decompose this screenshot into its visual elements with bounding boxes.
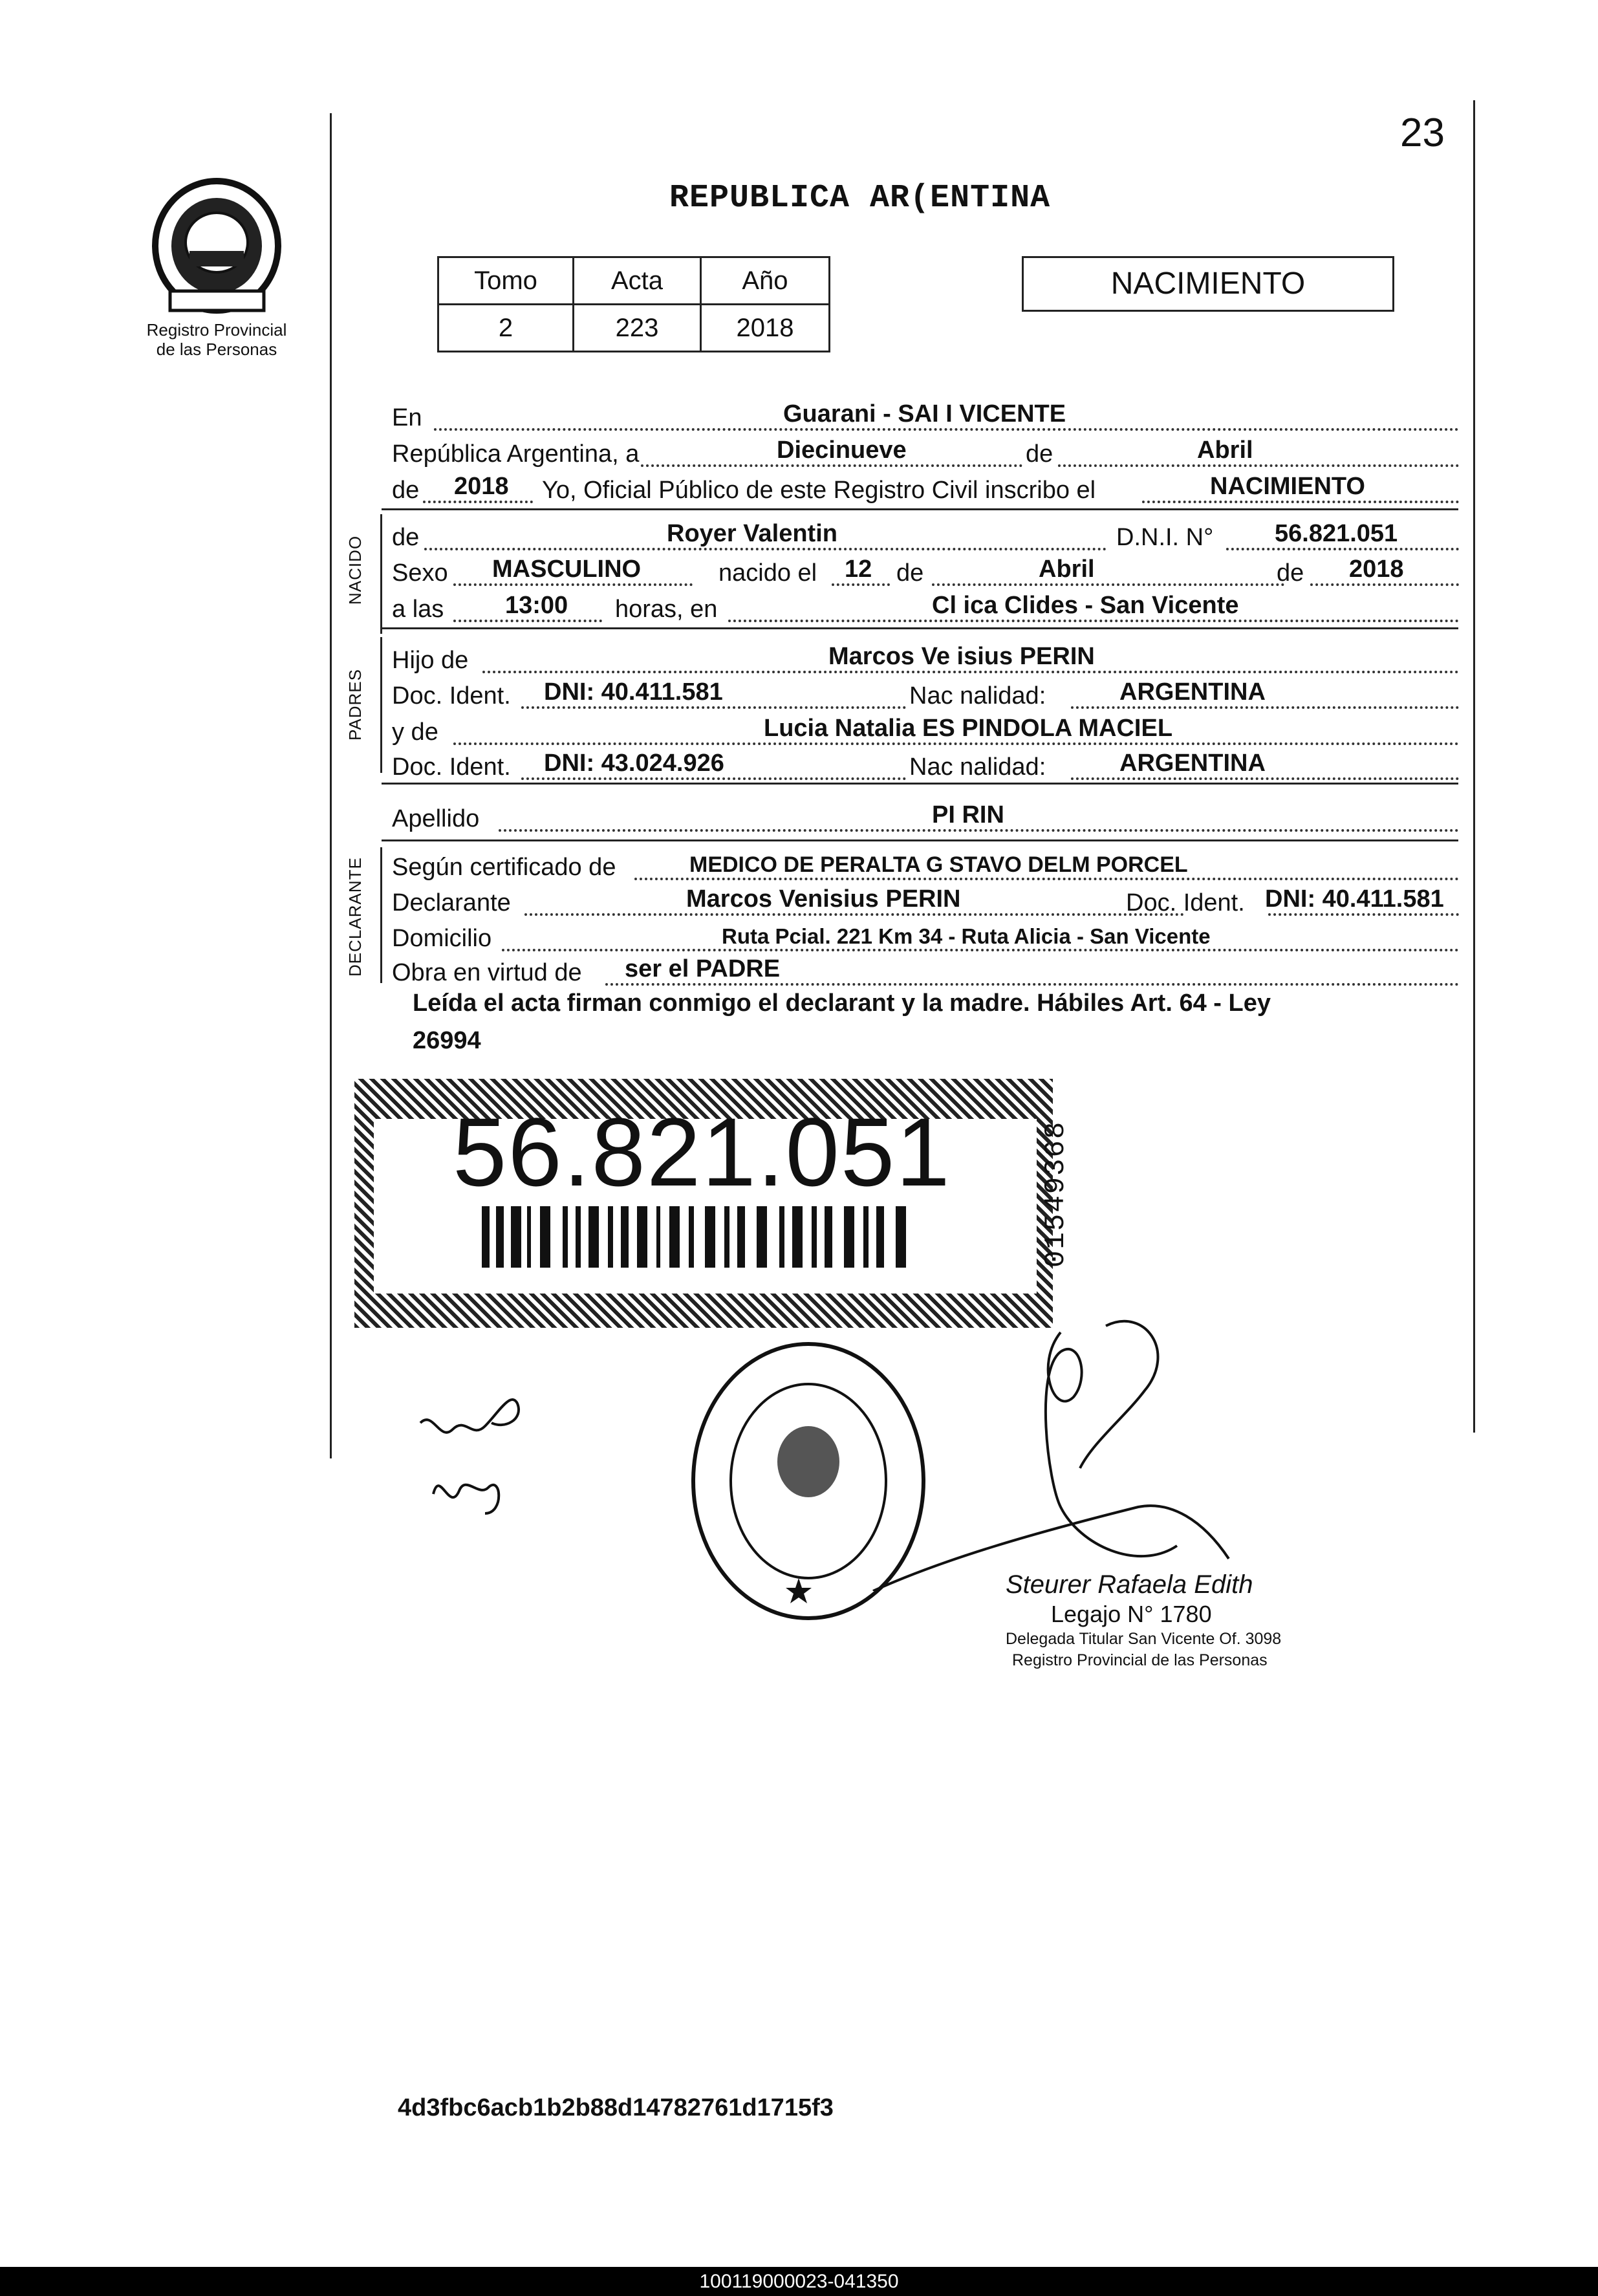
hora-label: a las bbox=[392, 596, 444, 623]
dom-value: Ruta Pcial. 221 Km 34 - Ruta Alicia - San Vicente bbox=[722, 924, 1211, 948]
nacido-de-label: de bbox=[392, 524, 420, 551]
cert-value: MEDICO DE PERALTA G STAVO DELM PORCEL bbox=[689, 852, 1188, 877]
sticker-barcode bbox=[482, 1206, 912, 1268]
birth-day: 12 bbox=[845, 556, 872, 583]
sexo-label: Sexo bbox=[392, 559, 448, 587]
row-nacido-nombre bbox=[392, 514, 1459, 554]
madre-doc: DNI: 43.024.926 bbox=[544, 750, 724, 777]
madre-name: Lucia Natalia ES PINDOLA MACIEL bbox=[764, 715, 1173, 742]
nacido-el-label: nacido el bbox=[718, 559, 817, 587]
obra-label: Obra en virtud de bbox=[392, 959, 582, 986]
issuer-line2: de las Personas bbox=[156, 340, 277, 359]
divider-1 bbox=[382, 508, 1458, 510]
hora-value: 13:00 bbox=[505, 592, 568, 619]
closing-line-1: Leída el acta firman conmigo el declarant y la madre. Hábiles Art. 64 - Ley bbox=[413, 990, 1271, 1017]
footer-bar bbox=[0, 2267, 1598, 2296]
page-number: 23 bbox=[1400, 111, 1445, 155]
sticker-number: 56.821.051 bbox=[453, 1098, 951, 1206]
issuer-line1: Registro Provincial bbox=[146, 320, 287, 340]
dni-label: D.N.I. N° bbox=[1116, 524, 1214, 551]
yde-label: y de bbox=[392, 719, 438, 746]
handwritten-initials bbox=[414, 1384, 543, 1533]
divider-3 bbox=[382, 783, 1458, 785]
acta-header: Acta bbox=[574, 257, 701, 305]
padre-name: Marcos Ve isius PERIN bbox=[828, 643, 1095, 670]
tomo-header: Tomo bbox=[438, 257, 574, 305]
left-margin-line bbox=[330, 113, 332, 1458]
official-legajo: Legajo N° 1780 bbox=[1051, 1601, 1212, 1627]
province-seal bbox=[147, 175, 286, 314]
padre-doc: DNI: 40.411.581 bbox=[544, 678, 723, 706]
day-words: Diecinueve bbox=[777, 437, 907, 464]
en-label: En bbox=[392, 404, 422, 431]
act-type-label: NACIMIENTO bbox=[1110, 266, 1306, 301]
year: 2018 bbox=[454, 473, 509, 500]
official-name: Steurer Rafaela Edith bbox=[1006, 1570, 1253, 1599]
right-margin-line bbox=[1473, 100, 1475, 1433]
row-en bbox=[392, 395, 1459, 435]
decl-doc-label: Doc. Ident. bbox=[1126, 889, 1245, 916]
row-nacido-sexo bbox=[392, 550, 1459, 590]
row-fecha bbox=[392, 431, 1459, 471]
acta-value: 223 bbox=[574, 305, 701, 352]
obra-value: ser el PADRE bbox=[625, 955, 781, 982]
madre-nac-label: Nac nalidad: bbox=[909, 753, 1046, 781]
birth-year: 2018 bbox=[1349, 556, 1404, 583]
row-cert bbox=[392, 844, 1459, 884]
decl-value: Marcos Venisius PERIN bbox=[686, 885, 961, 913]
madre-doc-label: Doc. Ident. bbox=[392, 753, 511, 781]
closing-line-2: 26994 bbox=[413, 1027, 481, 1054]
apellido-value: PI RIN bbox=[932, 801, 1004, 829]
row-padre-doc bbox=[392, 673, 1459, 713]
anio-value: 2018 bbox=[700, 305, 829, 352]
tomo-value: 2 bbox=[438, 305, 574, 352]
apellido-label: Apellido bbox=[392, 805, 480, 832]
decl-doc: DNI: 40.411.581 bbox=[1265, 885, 1444, 913]
de-label: de bbox=[1026, 440, 1053, 468]
madre-nac: ARGENTINA bbox=[1119, 750, 1266, 777]
registry-table bbox=[437, 256, 830, 352]
official-text: Yo, Oficial Público de este Registro Civil inscribo el bbox=[542, 477, 1096, 504]
padre-nac: ARGENTINA bbox=[1119, 678, 1266, 706]
document-hash: 4d3fbc6acb1b2b88d14782761d1715f3 bbox=[398, 2094, 834, 2121]
rep-label: República Argentina, a bbox=[392, 440, 640, 468]
de-label-3: de bbox=[1277, 559, 1304, 587]
nacido-side-label: NACIDO bbox=[345, 535, 365, 605]
cert-label: Según certificado de bbox=[392, 854, 616, 881]
divider-4 bbox=[382, 839, 1458, 841]
row-madre bbox=[392, 709, 1459, 749]
official-org: Registro Provincial de las Personas bbox=[1012, 1651, 1268, 1669]
padre-doc-label: Doc. Ident. bbox=[392, 682, 511, 709]
row-obra bbox=[392, 949, 1459, 990]
month: Abril bbox=[1197, 437, 1253, 464]
lugar: Cl ica Clides - San Vicente bbox=[932, 592, 1239, 619]
official-role: Delegada Titular San Vicente Of. 3098 bbox=[1006, 1630, 1282, 1648]
horas-en-label: horas, en bbox=[615, 596, 718, 623]
en-value: Guarani - SAI I VICENTE bbox=[783, 400, 1066, 428]
row-oficial bbox=[392, 467, 1459, 507]
sexo-value: MASCULINO bbox=[492, 556, 642, 583]
decl-label: Declarante bbox=[392, 889, 511, 916]
padres-side-label: PADRES bbox=[345, 669, 365, 741]
hijo-label: Hijo de bbox=[392, 647, 469, 674]
row-apellido bbox=[392, 796, 1459, 836]
row-nacido-hora bbox=[392, 586, 1459, 626]
de2-label: de bbox=[392, 477, 420, 504]
dom-label: Domicilio bbox=[392, 925, 492, 952]
padre-nac-label: Nac nalidad: bbox=[909, 682, 1046, 709]
inscribe-value: NACIMIENTO bbox=[1210, 473, 1365, 500]
anio-header: Año bbox=[700, 257, 829, 305]
declarante-side-label: DECLARANTE bbox=[345, 857, 365, 977]
birth-month: Abril bbox=[1039, 556, 1095, 583]
de-label-2: de bbox=[896, 559, 924, 587]
nacido-name: Royer Valentin bbox=[667, 520, 837, 547]
row-madre-doc bbox=[392, 744, 1459, 784]
divider-2 bbox=[382, 627, 1458, 629]
nacido-dni: 56.821.051 bbox=[1275, 520, 1398, 547]
sticker-serial: 01549368 bbox=[1040, 1120, 1072, 1268]
row-declarante bbox=[392, 880, 1459, 920]
document-title: REPUBLICA AR(ENTINA bbox=[669, 180, 1051, 217]
act-type-box bbox=[1022, 256, 1394, 312]
row-padre bbox=[392, 637, 1459, 677]
official-signature bbox=[867, 1313, 1268, 1591]
footer-code: 100119000023-041350 bbox=[699, 2271, 899, 2292]
